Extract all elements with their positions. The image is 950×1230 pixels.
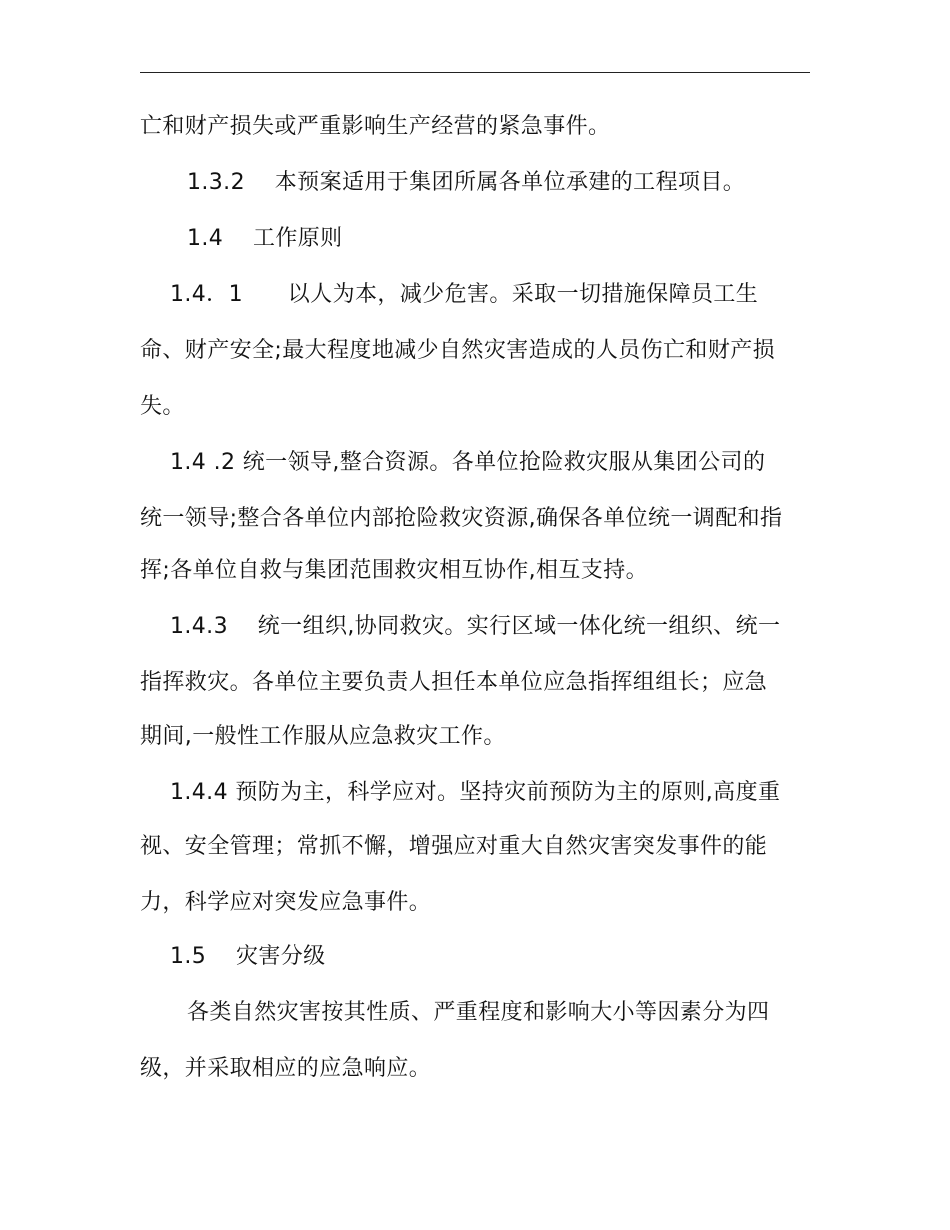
text-line: 指挥救灾。各单位主要负责人担任本单位应急指挥组组长；应急 xyxy=(140,670,768,695)
section-heading-1-5: 1.5 灾害分级 xyxy=(170,944,326,969)
section-1-4-4: 1.4.4 预防为主，科学应对。坚持灾前预防为主的原则,高度重 xyxy=(170,780,781,805)
section-1-3-2: 1.3.2 本预案适用于集团所属各单位承建的工程项目。 xyxy=(187,170,746,195)
text-line: 失。 xyxy=(140,394,185,419)
header-rule xyxy=(140,72,810,73)
text-line: 期间,一般性工作服从应急救灾工作。 xyxy=(140,724,506,749)
text-line: 统一领导;整合各单位内部抢险救灾资源,确保各单位统一调配和指 xyxy=(140,506,783,531)
text-line: 视、安全管理；常抓不懈，增强应对重大自然灾害突发事件的能 xyxy=(140,834,768,859)
section-1-4-2: 1.4 .2 统一领导,整合资源。各单位抢险救灾服从集团公司的 xyxy=(170,450,766,475)
paragraph-disaster-levels: 各类自然灾害按其性质、严重程度和影响大小等因素分为四 xyxy=(187,1000,770,1025)
text-line: 挥;各单位自救与集团范围救灾相互协作,相互支持。 xyxy=(140,558,649,583)
text-line: 命、财产安全;最大程度地减少自然灾害造成的人员伤亡和财产损 xyxy=(140,338,776,363)
section-1-4-3: 1.4.3 统一组织,协同救灾。实行区域一体化统一组织、统一 xyxy=(170,614,781,639)
text-line: 级，并采取相应的应急响应。 xyxy=(140,1056,432,1081)
text-line: 力，科学应对突发应急事件。 xyxy=(140,890,432,915)
section-1-4-1: 1.4．1 以人为本，减少危害。采取一切措施保障员工生 xyxy=(170,282,759,307)
section-heading-1-4: 1.4 工作原则 xyxy=(187,226,343,251)
text-line: 亡和财产损失或严重影响生产经营的紧急事件。 xyxy=(140,114,611,139)
